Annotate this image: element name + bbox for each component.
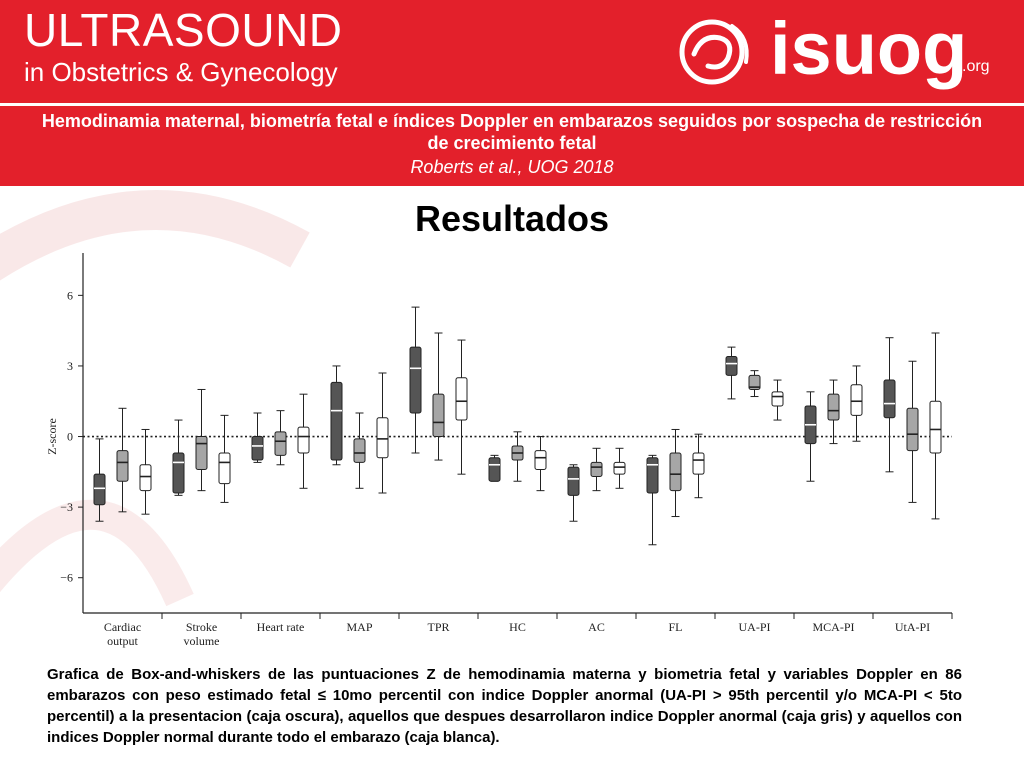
box-gray	[670, 453, 681, 491]
x-tick-label: volume	[183, 634, 220, 648]
box-white	[535, 451, 546, 470]
box-white	[930, 401, 941, 453]
box-dark	[331, 382, 342, 460]
x-tick-label: Heart rate	[256, 620, 305, 634]
box-white	[219, 453, 230, 484]
box-white	[298, 427, 309, 453]
box-dark	[173, 453, 184, 493]
box-gray	[196, 437, 207, 470]
y-axis-title: Z-score	[45, 418, 59, 455]
box-white	[693, 453, 704, 474]
study-citation: Roberts et al., UOG 2018	[410, 157, 614, 177]
box-white	[456, 378, 467, 420]
section-heading: Resultados	[414, 198, 610, 239]
x-tick-label: output	[107, 634, 138, 648]
x-tick-label: FL	[668, 620, 683, 634]
x-tick-label: Stroke	[185, 620, 218, 634]
box-gray	[275, 432, 286, 456]
isuog-logo-icon	[672, 14, 758, 90]
box-gray	[907, 408, 918, 450]
isuog-logo-suffix: .org	[962, 58, 990, 75]
x-tick-label: UtA-PI	[894, 620, 931, 634]
y-tick-label: −6	[60, 570, 73, 585]
box-gray	[828, 394, 839, 420]
y-tick-label: −3	[60, 500, 73, 515]
figure-caption: Grafica de Box-and-whiskers de las puntuaciones Z de hemodinamia materna y biometria fetal y variables Doppler en 86 embarazos con peso estimado fetal ≤ 10mo percentil con indice Doppler anormal (UA-PI > 95th percentil y/o MCA-PI < 5to percentil) a la presentacion (caja oscura), aquellos que despues desarrollaron indice Doppler anormal (caja gris) y aquellos con indices Doppler normal durante todo el embarazo (caja blanca).	[47, 666, 962, 746]
journal-subtitle: in Obstetrics & Gynecology	[24, 57, 338, 87]
box-dark	[489, 458, 500, 482]
x-tick-label: MCA-PI	[812, 620, 855, 634]
y-tick-label: 0	[67, 429, 73, 444]
box-dark	[568, 467, 579, 495]
box-dark	[884, 380, 895, 418]
box-gray	[433, 394, 444, 436]
box-dark	[94, 474, 105, 505]
box-gray	[354, 439, 365, 463]
journal-title: ULTRASOUND	[24, 4, 343, 56]
box-dark	[252, 437, 263, 461]
x-tick-label: AC	[588, 620, 605, 634]
boxplot-chart	[0, 245, 1024, 655]
isuog-logo-text: isuog	[770, 7, 968, 90]
x-tick-label: Cardiac	[103, 620, 142, 634]
box-white	[614, 462, 625, 474]
x-tick-label: UA-PI	[738, 620, 771, 634]
box-white	[140, 465, 151, 491]
study-title: Hemodinamia maternal, biometría fetal e índices Doppler en embarazos seguidos por sospecha de restricción de crecimiento fetal	[41, 111, 983, 153]
box-dark	[726, 357, 737, 376]
box-gray	[117, 451, 128, 482]
box-dark	[410, 347, 421, 413]
box-white	[377, 418, 388, 458]
x-tick-label: HC	[509, 620, 526, 634]
x-tick-label: MAP	[346, 620, 373, 634]
box-white	[851, 385, 862, 416]
journal-header	[0, 0, 1024, 103]
y-tick-label: 6	[67, 288, 73, 303]
box-dark	[647, 458, 658, 493]
y-tick-label: 3	[67, 358, 73, 373]
x-tick-label: TPR	[427, 620, 450, 634]
box-white	[772, 392, 783, 406]
box-gray	[591, 462, 602, 476]
